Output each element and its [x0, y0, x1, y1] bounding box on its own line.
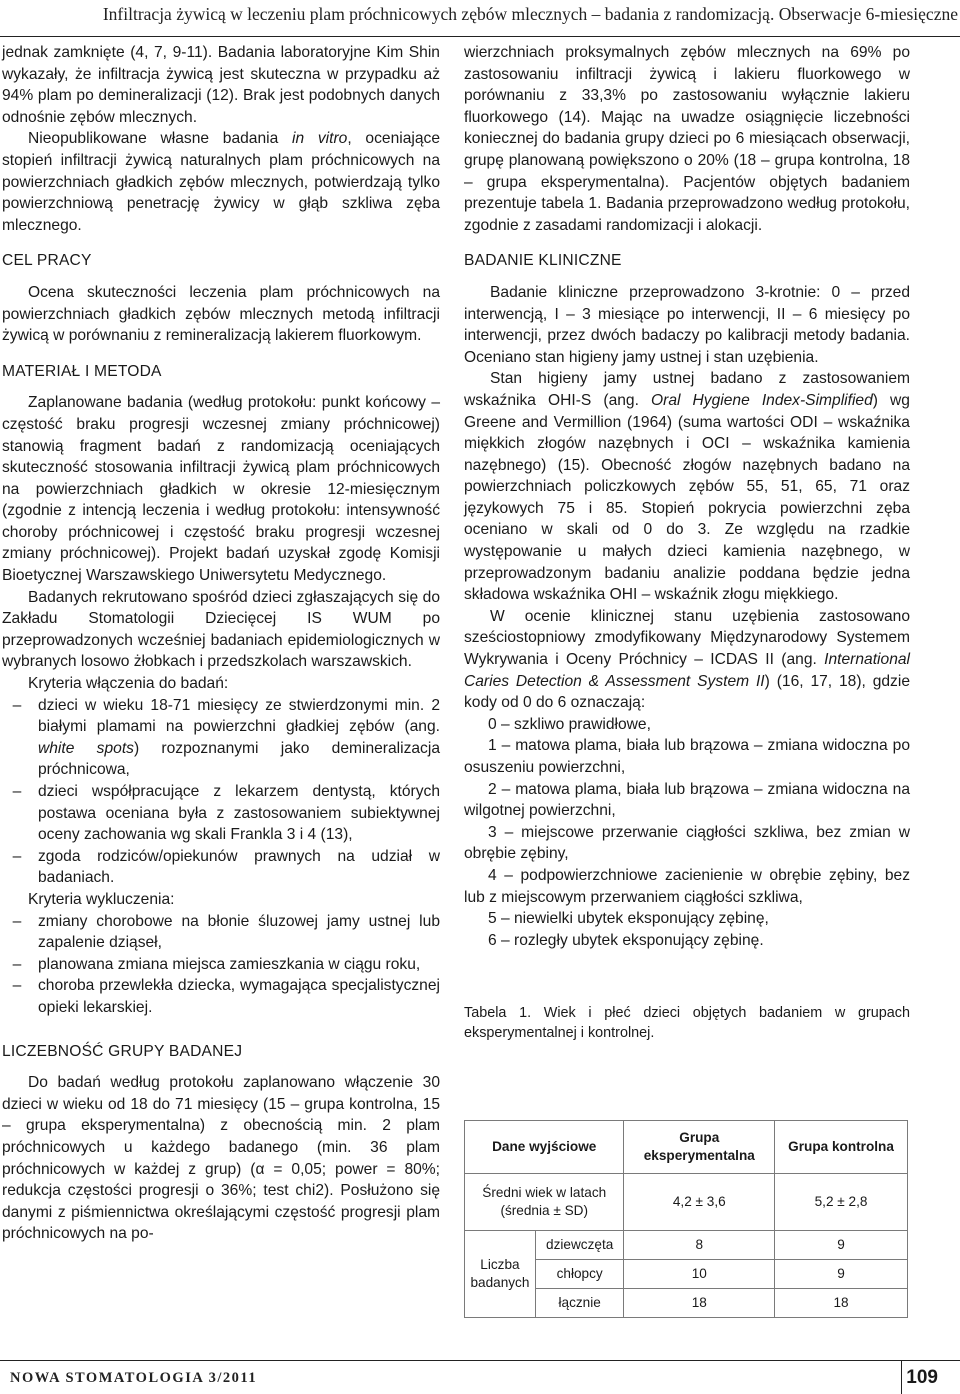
code-item: 6 – rozległy ubytek eksponujący zębinę.	[488, 931, 764, 949]
page-number: 109	[906, 1367, 938, 1388]
data-table	[464, 1120, 908, 1318]
list-title: Kryteria włączenia do badań:	[28, 675, 229, 693]
table-cell: chłopcy	[535, 1260, 624, 1289]
journal-name: NOWA STOMATOLOGIA 3/2011	[10, 1370, 258, 1386]
table-header-row	[465, 1121, 908, 1174]
list-item: – choroba przewlekła dziecka, wymagająca specjalistycznej opieki lekarskiej.	[12, 977, 440, 1016]
table-row	[465, 1231, 908, 1260]
code-item: 2 – matowa plama, biała lub brązowa – zmiana widoczna na wilgotnej powierzchni,	[464, 780, 910, 820]
left-column	[2, 42, 440, 1245]
table-header: Grupa kontrolna	[775, 1121, 908, 1174]
icdas-codes	[464, 714, 910, 952]
code-item: 0 – szkliwo prawidłowe,	[488, 715, 651, 733]
code-item: 5 – niewielki ubytek eksponujący zębinę,	[488, 910, 769, 928]
table-header: Dane wyjściowe	[465, 1121, 624, 1174]
paragraph: Nieopublikowane własne badania in vitro, oceniające stopień infiltracji żywicą naturalnych plam próchnicowych na powierzchniach gładkich zębów mlecznych, potwierdzają tylko powierzchniową penetrację żywicy w głąb szkliwa zęba mlecznego.	[2, 130, 440, 234]
page-footer	[0, 1360, 960, 1394]
exclusion-criteria-list	[2, 911, 440, 1019]
table-cell: 5,2 ± 2,8	[775, 1174, 908, 1231]
paragraph: Badanie kliniczne przeprowadzono 3-krotnie: 0 – przed interwencją, I – 3 miesiące po interwencji, II – 6 miesięcy po interwencji, przez dwóch badaczy po kalibracji metody badania. Oceniano stan higieny jamy ustnej i stan uzębienia.	[464, 283, 910, 366]
table-cell: Średni wiek w latach (średnia ± SD)	[465, 1174, 624, 1231]
paragraph: jednak zamknięte (4, 7, 9-11). Badania laboratoryjne Kim Shin wykazały, że infiltracja żywicą jest skuteczna w przypadku aż 94% plam po demineralizacji (12). Brak jest podobnych danych odnośnie zębów mlecznych.	[2, 44, 440, 126]
paragraph: Ocena skuteczności leczenia plam próchnicowych na powierzchniach gładkich zębów mlecznych metodą infiltracji żywicą w porównaniu z remineralizacją lakierem fluorkowym.	[2, 283, 440, 345]
list-item: – dzieci w wieku 18-71 miesięcy ze stwierdzonymi min. 2 białymi plamami na powierzchni gładkiej zębów (ang. white spots) rozpoznanymi jako demineralizacja próchnicowa,	[12, 696, 440, 779]
list-item: – zgoda rodziców/opiekunów prawnych na udział w badaniach.	[12, 847, 440, 887]
right-column	[464, 42, 910, 1043]
paragraph: Badanych rekrutowano spośród dzieci zgłaszających się do Zakładu Stomatologii Dziecięcej IS WUM po przeprowadzonych wcześniej badaniach epidemiologicznych w wybranych losowo żłobkach i przedszkolach warszawskich.	[2, 588, 440, 671]
table-cell: dziewczęta	[535, 1231, 624, 1260]
table-cell: 18	[775, 1289, 908, 1318]
list-title: Kryteria wykluczenia:	[28, 890, 175, 908]
inclusion-criteria-list	[2, 695, 440, 889]
table-caption: Tabela 1. Wiek i płeć dzieci objętych badaniem w grupach eksperymentalnej i kontrolnej.	[464, 1005, 910, 1042]
list-item: – zmiany chorobowe na błonie śluzowej jamy ustnej lub zapalenie dziąseł,	[12, 912, 440, 952]
section-heading-methods: MATERIAŁ I METODA	[2, 362, 162, 380]
running-header	[0, 0, 960, 37]
table-cell: łącznie	[535, 1289, 624, 1318]
table-cell: 9	[775, 1231, 908, 1260]
table-cell: 4,2 ± 3,6	[624, 1174, 775, 1231]
table-row	[465, 1174, 908, 1231]
table-cell: 8	[624, 1231, 775, 1260]
list-item: – dzieci współpracujące z lekarzem dentystą, których postawa oceniana była z zastosowaniem subiektywnej oceny zachowania wg skali Frankla 3 i 4 (13),	[12, 783, 440, 844]
code-item: 4 – podpowierzchniowe zacienienie w obrębie zębiny, bez lub z miejscowym przerwaniem ciągłości szkliwa,	[464, 866, 910, 906]
section-heading-clinical: BADANIE KLINICZNE	[464, 252, 622, 270]
running-title: Infiltracja żywicą w leczeniu plam próchnicowych zębów mlecznych – badania z randomizacją. Obserwacje 6-miesięczne	[102, 4, 958, 24]
paragraph: wierzchniach proksymalnych zębów mlecznych na 69% po zastosowaniu infiltracji żywicą i lakieru fluorkowego w porównaniu z 33,3% po zastosowaniu wyłącznie lakieru fluorkowego (14). Mając na uwadze osiągnięcie liczebności koniecznej do badania grupy dzieci po 6 miesiącach obserwacji, grupę planowaną powiększono o 20% (18 – grupa kontrolna, 18 – grupa eksperymentalna). Pacjentów objętych badaniem prezentuje tabela 1. Badania przeprowadzono według protokołu, zgodnie z zasadami randomizacji i alokacji.	[464, 44, 910, 234]
table-cell: Liczba badanych	[465, 1231, 536, 1318]
table-cell: 18	[624, 1289, 775, 1318]
list-item: – planowana zmiana miejsca zamieszkania w ciągu roku,	[12, 955, 421, 973]
code-item: 3 – miejscowe przerwanie ciągłości szkliwa, bez zmian w obrębie zębiny,	[464, 823, 910, 863]
code-item: 1 – matowa plama, biała lub brązowa – zmiana widoczna po osuszeniu powierzchni,	[464, 737, 910, 776]
paragraph: Zaplanowane badania (według protokołu: punkt końcowy – częstość braku progresji wczesnej zmiany próchnicowej) stanowią fragment badań z randomizacją oceniających skuteczność stosowania infiltracji żywicą plam próchnicowych na powierzchniach gładkich w okresie 12-miesięcznym (zgodnie z intencją leczenia i według protokołu: intensywność choroby próchnicowej i częstość braku progresji wczesnej zmiany próchnicowej). Projekt badań uzyskał zgodę Komisji Bioetycznej Warszawskiego Uniwersytetu Medycznego.	[2, 394, 440, 585]
section-heading-sample-size: LICZEBNOŚĆ GRUPY BADANEJ	[2, 1042, 243, 1060]
section-heading-aim: CEL PRACY	[2, 252, 92, 270]
paragraph: W ocenie klinicznej stanu uzębienia zastosowano sześciostopniowy zmodyfikowany Międzynarodowy Systemem Wykrywania i Oceny Próchnicy – ICDAS II (ang. International Caries Detection & Assessment System II) (16, 17, 18), gdzie kody od 0 do 6 oznaczają:	[464, 607, 910, 712]
paragraph: Stan higieny jamy ustnej badano z zastosowaniem wskaźnika OHI-S (ang. Oral Hygiene Index-Simplified) wg Greene and Vermillion (1964) (suma wartości ODI – wskaźnika miękkich złogów nazębnych i OCI – wskaźnika kamienia nazębnego) (15). Obecność złogów nazębnych badano na powierzchniach policzkowych zębów 55, 51, 65, 71 oraz językowych 75 i 85. Stopień pokrycia powierzchni zęba oceniano w skali od 0 do 3. Ze względu na rzadkie występowanie u małych dzieci kamienia nazębnego, w przeprowadzonym badaniu analizie poddana będzie jedna składowa wskaźnika OHI – wskaźnik złogu miękkiego.	[464, 370, 910, 604]
paragraph: Do badań według protokołu zaplanowano włączenie 30 dzieci w wieku od 18 do 71 miesięcy (15 – grupa kontrolna, 15 – grupa eksperymentalna) z obecnością min. 2 plam próchnicowych u każdego badanego (min. 36 plam próchnicowych w każdej z grup) (α = 0,05; power = 80%; redukcja częstości progresji o 36%; test chi2). Posłużono się danymi z piśmiennictwa określającymi częstość progresji plam próchnicowych na po-	[2, 1074, 440, 1243]
table-cell: 9	[775, 1260, 908, 1289]
table-cell: 10	[624, 1260, 775, 1289]
table-header: Grupa eksperymentalna	[624, 1121, 775, 1174]
